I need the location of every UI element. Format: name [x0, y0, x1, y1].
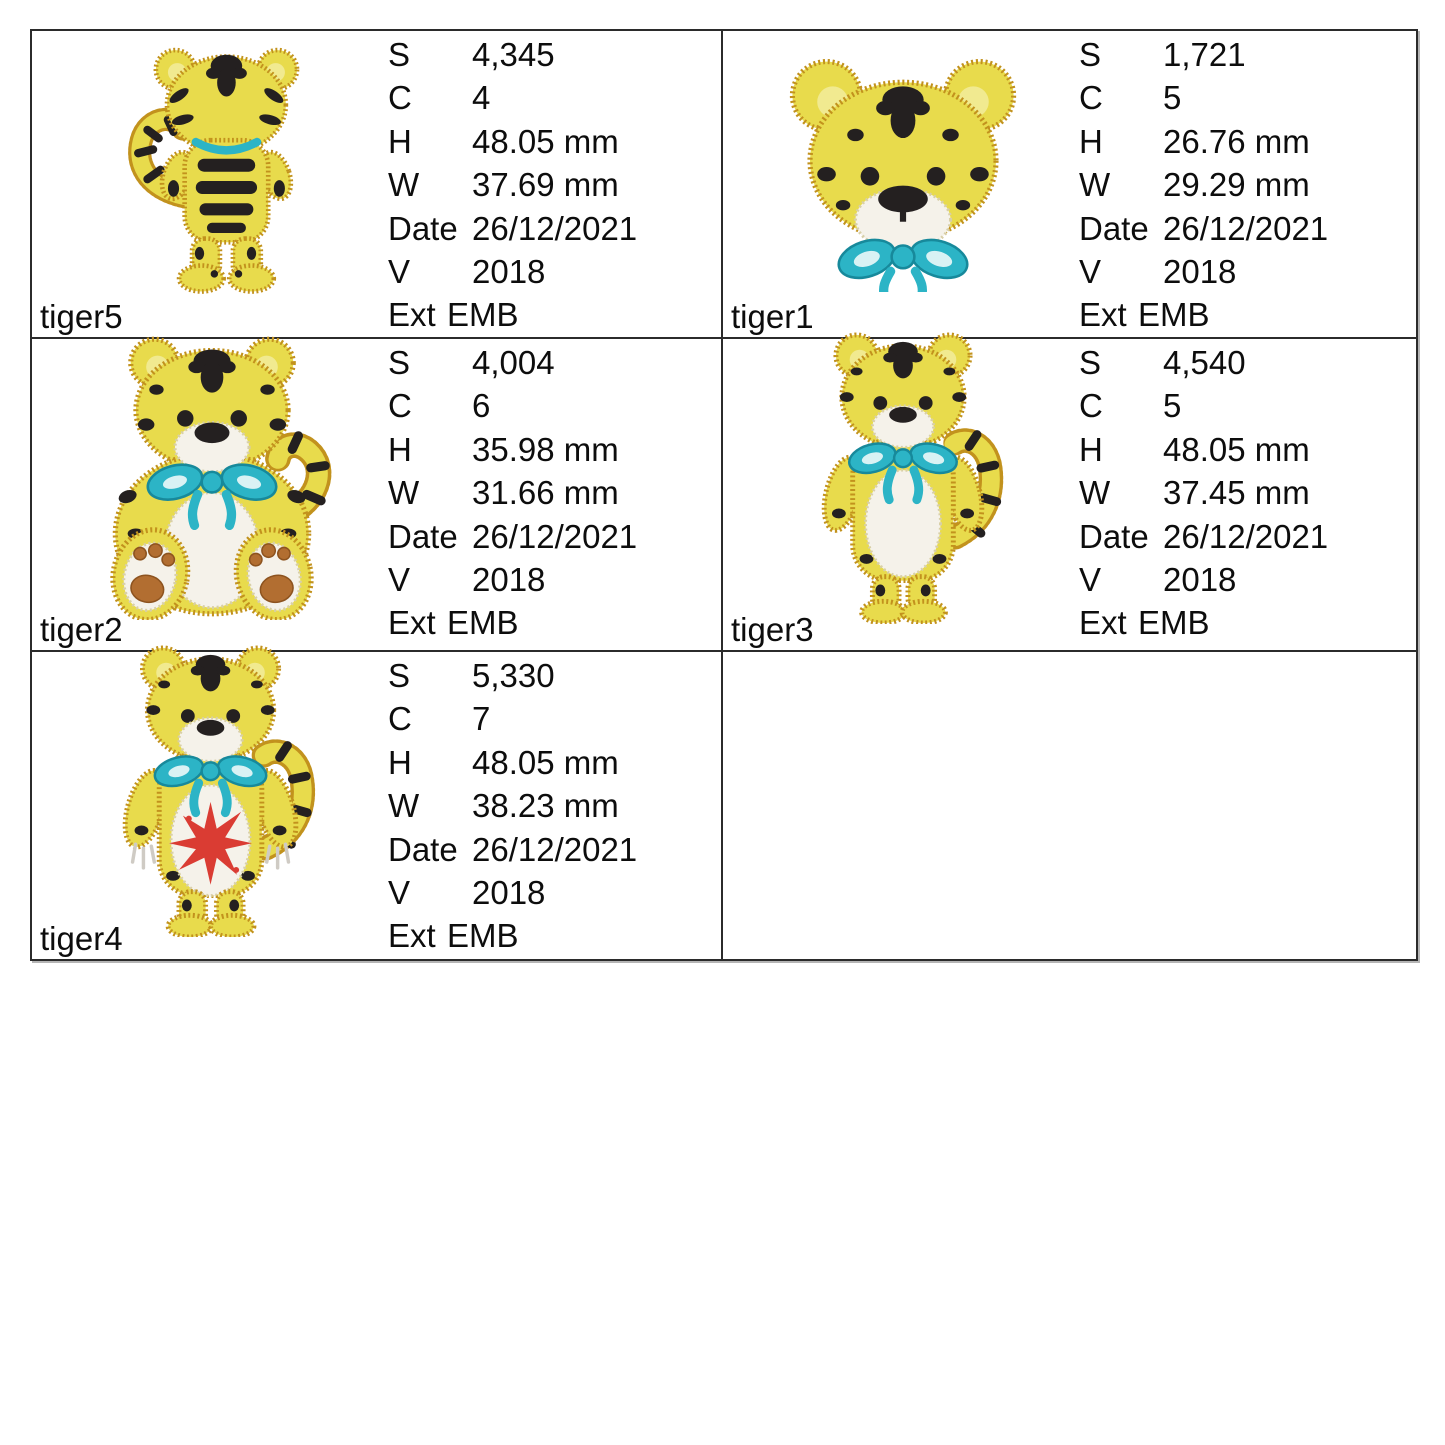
design-stats [388, 341, 637, 645]
stat-label: Date [388, 209, 458, 247]
stat-value: 48.05 mm [472, 122, 619, 160]
design-preview [729, 33, 1077, 303]
stat-value: 29.29 mm [1163, 166, 1310, 204]
stat-value: 4 [472, 79, 491, 117]
stat-value: 5,330 [472, 657, 555, 694]
stat-row [388, 654, 637, 697]
design-cell[interactable] [32, 31, 723, 339]
stat-label: S [1079, 36, 1102, 73]
design-preview [729, 341, 1077, 611]
stat-label: Ext [1079, 604, 1127, 642]
stat-label: C [1079, 79, 1103, 117]
stat-label: Date [1079, 209, 1149, 247]
design-stats [1079, 341, 1328, 645]
stat-value: 26/12/2021 [472, 517, 638, 555]
stat-row [1079, 471, 1328, 514]
stat-row [388, 914, 637, 957]
stat-row [388, 163, 637, 206]
tiger1-embroidery-icon [778, 44, 1028, 292]
stat-label: Ext [388, 604, 436, 642]
stat-value: 37.69 mm [472, 166, 619, 204]
stat-row [388, 601, 637, 644]
stat-row [1079, 163, 1328, 206]
stat-row [388, 293, 637, 336]
stat-value: 2018 [472, 252, 546, 290]
stat-value: EMB [1138, 296, 1210, 334]
stat-value: 26/12/2021 [472, 830, 638, 868]
design-name: tiger2 [40, 610, 123, 648]
stat-row [1079, 76, 1328, 119]
stat-value: 6 [472, 387, 491, 425]
design-preview [38, 654, 386, 924]
stat-value: 31.66 mm [472, 474, 619, 512]
stat-label: V [1079, 560, 1102, 598]
stat-row [388, 471, 637, 514]
stat-label: C [388, 79, 412, 117]
stat-row [1079, 558, 1328, 601]
stat-value: 4,540 [1163, 344, 1246, 381]
stat-row [388, 697, 637, 740]
stat-label: C [388, 387, 412, 425]
stat-value: 7 [472, 700, 491, 738]
design-stats [388, 654, 637, 958]
stat-value: 2018 [472, 873, 546, 911]
stat-label: Ext [1079, 296, 1127, 334]
stat-value: 4,345 [472, 36, 555, 73]
tiger2-embroidery-icon [87, 332, 337, 620]
stat-row [388, 250, 637, 293]
stat-row [388, 207, 637, 250]
stat-row [388, 341, 637, 384]
stat-value: EMB [447, 917, 519, 955]
stat-label: H [1079, 122, 1103, 160]
stat-value: 38.23 mm [472, 787, 619, 825]
stat-label: V [388, 873, 411, 911]
stat-label: C [388, 700, 412, 738]
design-cell[interactable] [32, 652, 723, 959]
stat-row [388, 515, 637, 558]
stat-row [1079, 515, 1328, 558]
design-preview [38, 341, 386, 611]
stat-label: H [388, 743, 412, 781]
stat-label: Date [388, 830, 458, 868]
stat-label: V [388, 560, 411, 598]
stat-label: S [388, 36, 411, 73]
stat-row [1079, 428, 1328, 471]
stat-label: V [388, 252, 411, 290]
stat-row [1079, 120, 1328, 163]
stat-value: 1,721 [1163, 36, 1246, 73]
stat-value: 35.98 mm [472, 430, 619, 468]
stat-row [1079, 601, 1328, 644]
empty-cell [723, 652, 1416, 959]
stat-value: 2018 [1163, 252, 1237, 290]
design-stats [388, 33, 637, 337]
tiger3-embroidery-icon [799, 328, 1007, 624]
stat-row [388, 828, 637, 871]
stat-row [388, 428, 637, 471]
design-cell[interactable] [32, 339, 723, 652]
stat-label: S [388, 657, 411, 694]
design-cell[interactable] [723, 339, 1416, 652]
stat-label: W [388, 787, 420, 825]
design-cell[interactable] [723, 31, 1416, 339]
stat-value: 4,004 [472, 344, 555, 381]
tiger5-embroidery-icon [105, 38, 320, 298]
stat-value: 26/12/2021 [472, 209, 638, 247]
stat-row [388, 384, 637, 427]
stat-row [1079, 293, 1328, 336]
stat-value: 26/12/2021 [1163, 517, 1329, 555]
stat-value: 26.76 mm [1163, 122, 1310, 160]
stat-label: W [1079, 166, 1111, 204]
stat-row [1079, 207, 1328, 250]
stat-label: S [388, 344, 411, 381]
stat-label: W [388, 474, 420, 512]
stat-value: 26/12/2021 [1163, 209, 1329, 247]
stat-row [1079, 33, 1328, 76]
stat-row [388, 33, 637, 76]
stat-value: 48.05 mm [472, 743, 619, 781]
stat-row [1079, 384, 1328, 427]
stat-value: 5 [1163, 79, 1182, 117]
stat-label: Ext [388, 296, 436, 334]
stat-row [388, 871, 637, 914]
stat-row [388, 558, 637, 601]
stat-label: H [388, 122, 412, 160]
design-name: tiger4 [40, 919, 123, 957]
stat-value: 37.45 mm [1163, 474, 1310, 512]
tiger4-embroidery-icon [95, 641, 330, 937]
stat-row [388, 784, 637, 827]
design-table [30, 29, 1418, 961]
stat-label: C [1079, 387, 1103, 425]
design-name: tiger5 [40, 297, 123, 335]
stat-row [1079, 341, 1328, 384]
stat-row [388, 741, 637, 784]
stat-row [388, 120, 637, 163]
stat-label: Ext [388, 917, 436, 955]
stat-value: EMB [447, 604, 519, 642]
design-stats [1079, 33, 1328, 337]
stat-label: Date [1079, 517, 1149, 555]
design-preview [38, 33, 386, 303]
stat-value: 5 [1163, 387, 1182, 425]
stat-label: W [1079, 474, 1111, 512]
design-name: tiger1 [731, 297, 814, 335]
stat-value: 2018 [1163, 560, 1237, 598]
stat-label: V [1079, 252, 1102, 290]
stat-value: EMB [1138, 604, 1210, 642]
stat-value: 48.05 mm [1163, 430, 1310, 468]
stat-label: Date [388, 517, 458, 555]
stat-value: 2018 [472, 560, 546, 598]
stat-label: H [1079, 430, 1103, 468]
design-name: tiger3 [731, 610, 814, 648]
stat-row [1079, 250, 1328, 293]
stat-label: W [388, 166, 420, 204]
stat-label: H [388, 430, 412, 468]
stat-row [388, 76, 637, 119]
stat-value: EMB [447, 296, 519, 334]
stat-label: S [1079, 344, 1102, 381]
